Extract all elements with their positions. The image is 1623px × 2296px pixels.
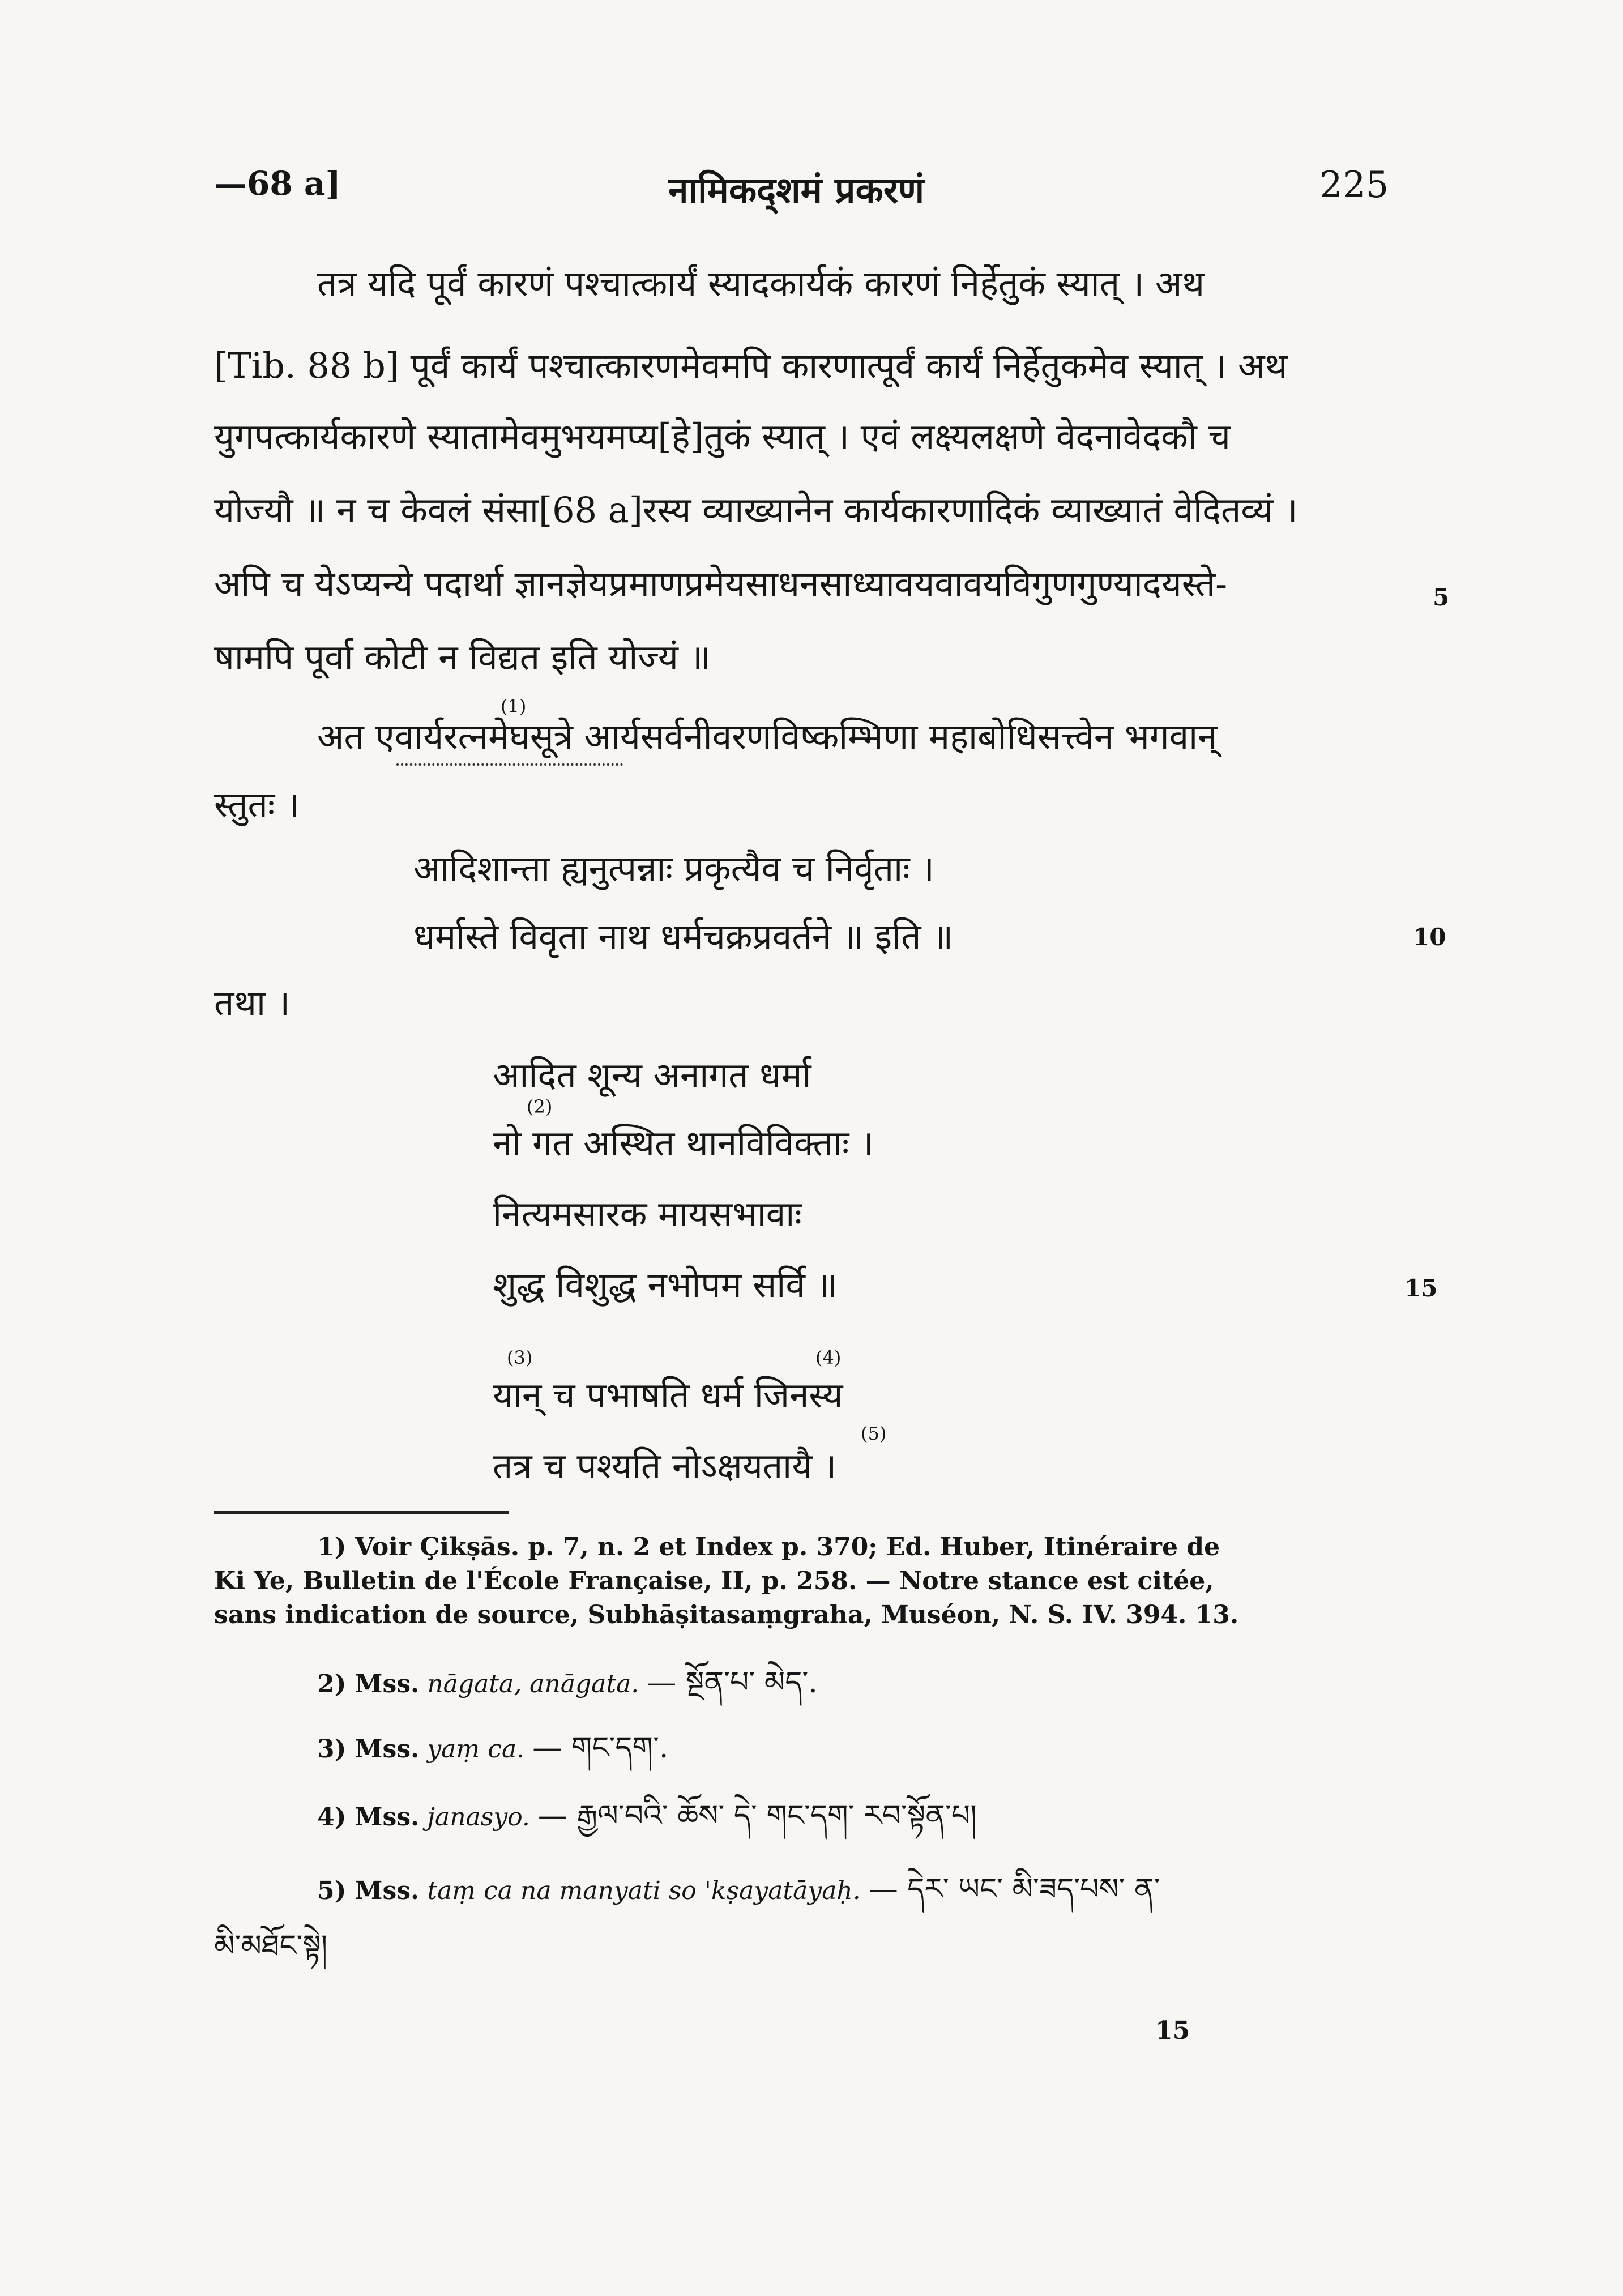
footnote-mark-2: (2) [527, 1096, 553, 1117]
footnote-4-tibetan: — རྒྱལ་བའི་ ཆོས་ དེ་ གང་དག་ རབ་སྟོན་པ། [537, 1799, 977, 1833]
footnote-2-number: 2) Mss. [317, 1670, 420, 1698]
body-line-5: अपि च येऽप्यन्ये पदार्था ज्ञानज्ञेयप्रमाणप्रमेयसाधनसाध्यावयवावयविगुणगुण्यादयस्ते- [214, 563, 1228, 604]
body-line-7: अत एवार्यरत्नमेघसूत्रे आर्यसर्वनीवरणविष्कम्भिणा महाबोधिसत्त्वेन भगवान् [317, 716, 1218, 757]
footnote-5-tibetan: — དེར་ ཡང་ མི་ཟད་པས་ ན་ [868, 1872, 1160, 1906]
header-section-ref: —68 a] [214, 164, 341, 203]
footnote-mark-1: (1) [501, 695, 527, 717]
footnote-2-tibetan: — སྔོན་པ་ མེད་. [647, 1666, 818, 1700]
verse-2-line-2: नो गत अस्थित थानविविक्ताः । [493, 1123, 874, 1164]
footnote-1-line-1: 1) Voir Çikṣās. p. 7, n. 2 et Index p. 370; Ed. Huber, Itinéraire de [317, 1533, 1220, 1561]
footnote-3-number: 3) Mss. [317, 1735, 420, 1764]
footnote-5-tibetan-continued: མི་མཐོང་སྟེ། [214, 1929, 328, 1963]
footnote-4 [317, 1799, 977, 1833]
footnote-rule [214, 1511, 509, 1514]
line-number-10: 10 [1413, 923, 1446, 951]
footnote-5-number: 5) Mss. [317, 1876, 420, 1905]
body-line-8: स्तुतः । [214, 784, 300, 825]
body-line-6: षामपि पूर्वा कोटी न विद्यत इति योज्यं ॥ [214, 637, 711, 678]
footnote-1-line-3: sans indication de source, Subhāṣitasaṃgraha, Muséon, N. S. IV. 394. 13. [214, 1601, 1239, 1629]
footnote-3-tibetan: — གང་དག་. [532, 1731, 669, 1765]
header-page-number: 225 [1319, 164, 1389, 206]
header-chapter-title: नामिकद्शमं प्रकरणं [668, 169, 925, 212]
verse-2-line-3: नित्यमसारक मायसभावाः [493, 1193, 802, 1235]
tatha-label: तथा । [214, 982, 291, 1023]
footnote-5 [317, 1872, 1160, 1906]
verse-1-line-1: आदिशान्ता ह्यनुत्पन्नाः प्रकृत्यैव च निर्वृताः । [413, 848, 934, 889]
body-line-4: योज्यौ ॥ न च केवलं संसा[68 a]रस्य व्याख्यानेन कार्यकारणादिकं व्याख्यातं वेदितव्यं । [214, 489, 1298, 531]
footnote-2 [317, 1666, 818, 1700]
body-line-3: युगपत्कार्यकारणे स्यातामेवमुभयमप्य[हे]तुकं स्यात् । एवं लक्ष्यलक्षणे वेदनावेदकौ च [214, 416, 1231, 457]
footnote-4-variant: janasyo. [427, 1803, 530, 1832]
verse-3-line-1: यान् च पभाषति धर्म जिनस्य [493, 1375, 843, 1416]
footnote-mark-4: (4) [815, 1347, 842, 1368]
body-line-2: [Tib. 88 b] पूर्वं कार्यं पश्चात्कारणमेवमपि कारणात्पूर्वं कार्यं निर्हेतुकमेव स्यात् । अथ [214, 345, 1288, 386]
body-line-1: तत्र यदि पूर्वं कारणं पश्चात्कार्यं स्यादकार्यकं कारणं निर्हेतुकं स्यात् । अथ [317, 263, 1205, 304]
signature-mark: 15 [1155, 2016, 1190, 2045]
footnote-mark-5: (5) [861, 1423, 887, 1444]
verse-3-line-2: तत्र च पश्यति नोऽक्षयतायै । [493, 1445, 837, 1487]
footnote-1-line-2: Ki Ye, Bulletin de l'École Française, II, p. 258. — Notre stance est citée, [214, 1567, 1214, 1595]
footnote-3-variant: yaṃ ca. [427, 1735, 525, 1764]
sutra-title-underline [396, 763, 623, 766]
footnote-3 [317, 1731, 669, 1765]
verse-2-line-4: शुद्ध विशुद्ध नभोपम सर्वि ॥ [493, 1264, 838, 1305]
verse-2-line-1: आदित शून्य अनागत धर्मा [493, 1055, 812, 1096]
footnote-mark-3: (3) [507, 1347, 533, 1368]
verse-1-line-2: धर्मास्ते विवृता नाथ धर्मचक्रप्रवर्तने ॥ इति ॥ [413, 916, 954, 957]
footnote-2-variant: nāgata, anāgata. [427, 1670, 639, 1698]
line-number-5: 5 [1433, 583, 1450, 611]
footnote-5-variant: taṃ ca na manyati so 'kṣayatāyaḥ. [427, 1876, 861, 1905]
line-number-15: 15 [1404, 1274, 1438, 1302]
footnote-4-number: 4) Mss. [317, 1803, 420, 1832]
